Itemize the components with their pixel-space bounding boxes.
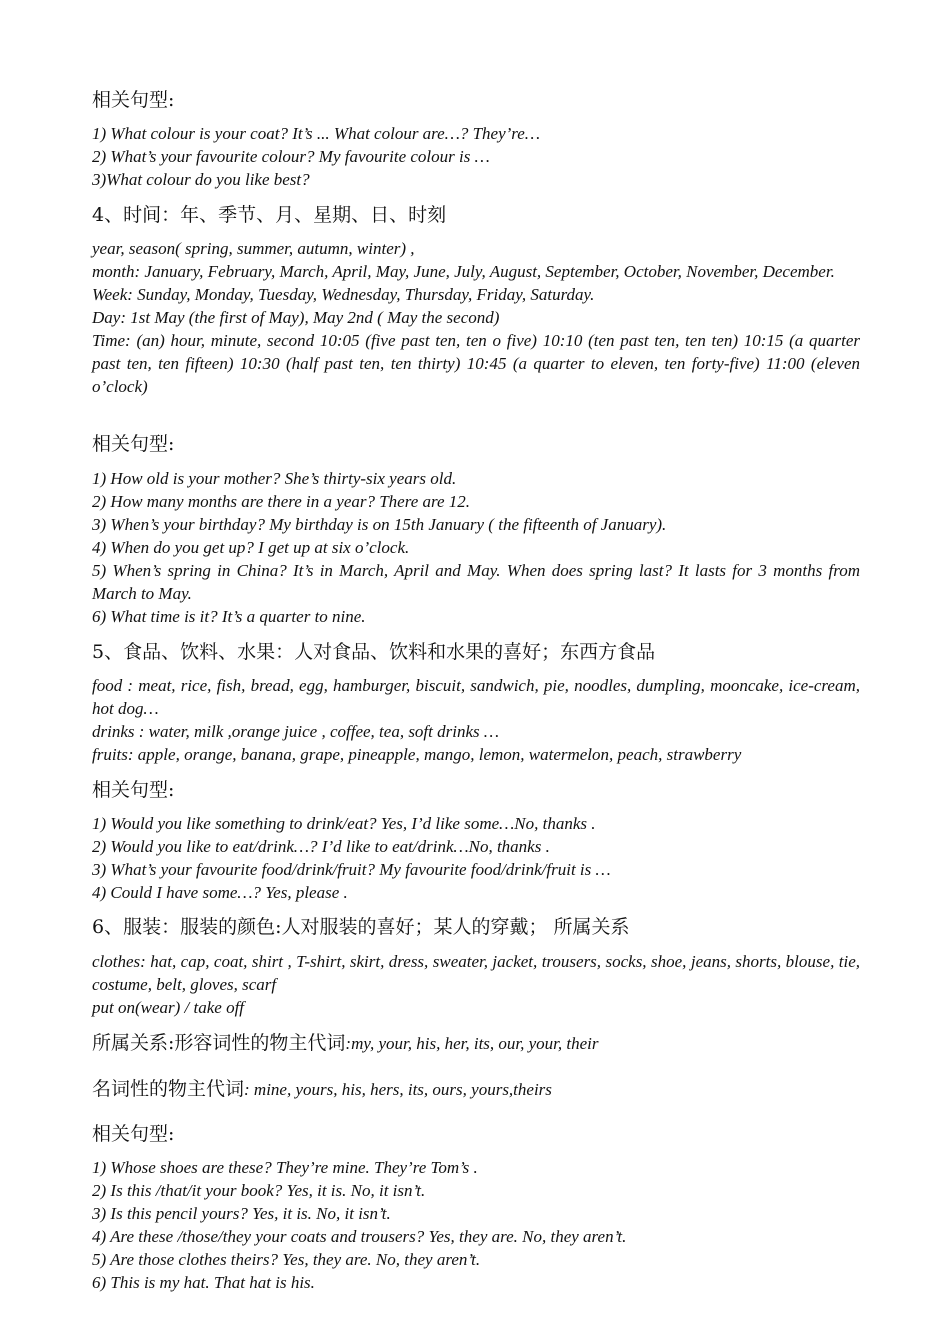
pattern-line: 1) How old is your mother? She’s thirty-six years old. [92, 469, 457, 488]
vocabulary-time [92, 237, 860, 398]
vocab-line: Day: 1st May (the first of May), May 2nd ( May the second) [92, 308, 500, 327]
possessive-adjectives-list: :my, your, his, her, its, our, your, their [345, 1034, 599, 1053]
vocabulary-food [92, 674, 860, 766]
pattern-line: 3) When’s your birthday? My birthday is on 15th January ( the fifteenth of January). [92, 515, 667, 534]
vocab-line: Time: (an) hour, minute, second 10:05 (five past ten, ten o five) 10:10 (ten past ten, ten ten) 10:15 (a quarter past ten, ten fifteen) 10:30 (half past ten, ten thirty) 10:45 (a quarter to eleven, ten forty-five) 11:00 (eleven o’clock) [92, 331, 860, 396]
pattern-line: 1) Would you like something to drink/eat? Yes, I’d like some…No, thanks . [92, 814, 596, 833]
possessive-pronouns-label: 名词性的物主代词 [92, 1078, 245, 1100]
section-heading: 相关句型: [92, 779, 175, 801]
section-heading: 相关句型: [92, 1123, 175, 1145]
pattern-line: 3) What’s your favourite food/drink/fruit? My favourite food/drink/fruit is … [92, 860, 611, 879]
pattern-line: 1) What colour is your coat? It’s ... What colour are…? They’re… [92, 124, 540, 143]
section-heading-food: 5、食品、饮料、水果：人对食品、饮料和水果的喜好；东西方食品 [92, 641, 656, 663]
pattern-line: 6) This is my hat. That hat is his. [92, 1273, 315, 1292]
sentence-patterns-colour [92, 122, 860, 191]
sentence-patterns-possession [92, 1156, 860, 1294]
pattern-line: 4) Are these /those/they your coats and trousers? Yes, they are. No, they aren’t. [92, 1227, 627, 1246]
pattern-line: 3) Is this pencil yours? Yes, it is. No, it isn’t. [92, 1204, 391, 1223]
sentence-patterns-time [92, 467, 860, 628]
vocab-line: year, season( spring, summer, autumn, winter) , [92, 239, 415, 258]
section-heading: 相关句型: [92, 89, 175, 111]
pattern-line: 6) What time is it? It’s a quarter to nine. [92, 607, 366, 626]
vocab-line: month: January, February, March, April, May, June, July, August, September, October, November, December. [92, 262, 835, 281]
pattern-line: 5) When’s spring in China? It’s in March, April and May. When does spring last? It lasts for 3 months from March to May. [92, 561, 860, 603]
pattern-line: 2) Is this /that/it your book? Yes, it is. No, it isn’t. [92, 1181, 426, 1200]
vocab-line: food : meat, rice, fish, bread, egg, hamburger, biscuit, sandwich, pie, noodles, dumpling, mooncake, ice-cream, hot dog… [92, 676, 860, 718]
vocab-line: drinks : water, milk ,orange juice , coffee, tea, soft drinks … [92, 722, 499, 741]
possessive-pronouns-list: : mine, yours, his, hers, its, ours, yours,theirs [244, 1080, 552, 1099]
sentence-patterns-food [92, 812, 860, 904]
possessive-adjectives [92, 1031, 599, 1056]
vocab-line: clothes: hat, cap, coat, shirt , T-shirt, skirt, dress, sweater, jacket, trousers, socks, shoe, jeans, shorts, blouse, tie, costume, belt, gloves, scarf [92, 952, 860, 994]
pattern-line: 2) How many months are there in a year? There are 12. [92, 492, 471, 511]
pattern-line: 3)What colour do you like best? [92, 170, 310, 189]
possessive-pronouns [92, 1077, 552, 1102]
vocab-line: Week: Sunday, Monday, Tuesday, Wednesday, Thursday, Friday, Saturday. [92, 285, 595, 304]
section-heading-time: 4、时间：年、季节、月、星期、日、时刻 [92, 204, 447, 226]
pattern-line: 2) Would you like to eat/drink…? I’d like to eat/drink…No, thanks . [92, 837, 550, 856]
vocab-line: fruits: apple, orange, banana, grape, pineapple, mango, lemon, watermelon, peach, strawberry [92, 745, 742, 764]
possessive-adjectives-label: 所属关系:形容词性的物主代词 [92, 1032, 346, 1054]
pattern-line: 2) What’s your favourite colour? My favourite colour is … [92, 147, 490, 166]
section-heading-clothes: 6、服装：服装的颜色:人对服装的喜好；某人的穿戴； 所属关系 [92, 916, 630, 938]
pattern-line: 4) When do you get up? I get up at six o’clock. [92, 538, 410, 557]
pattern-line: 5) Are those clothes theirs? Yes, they are. No, they aren’t. [92, 1250, 481, 1269]
pattern-line: 4) Could I have some…? Yes, please . [92, 883, 348, 902]
section-heading: 相关句型: [92, 433, 175, 455]
vocab-line: put on(wear) / take off [92, 998, 245, 1017]
vocabulary-clothes [92, 950, 860, 1019]
pattern-line: 1) Whose shoes are these? They’re mine. They’re Tom’s . [92, 1158, 478, 1177]
